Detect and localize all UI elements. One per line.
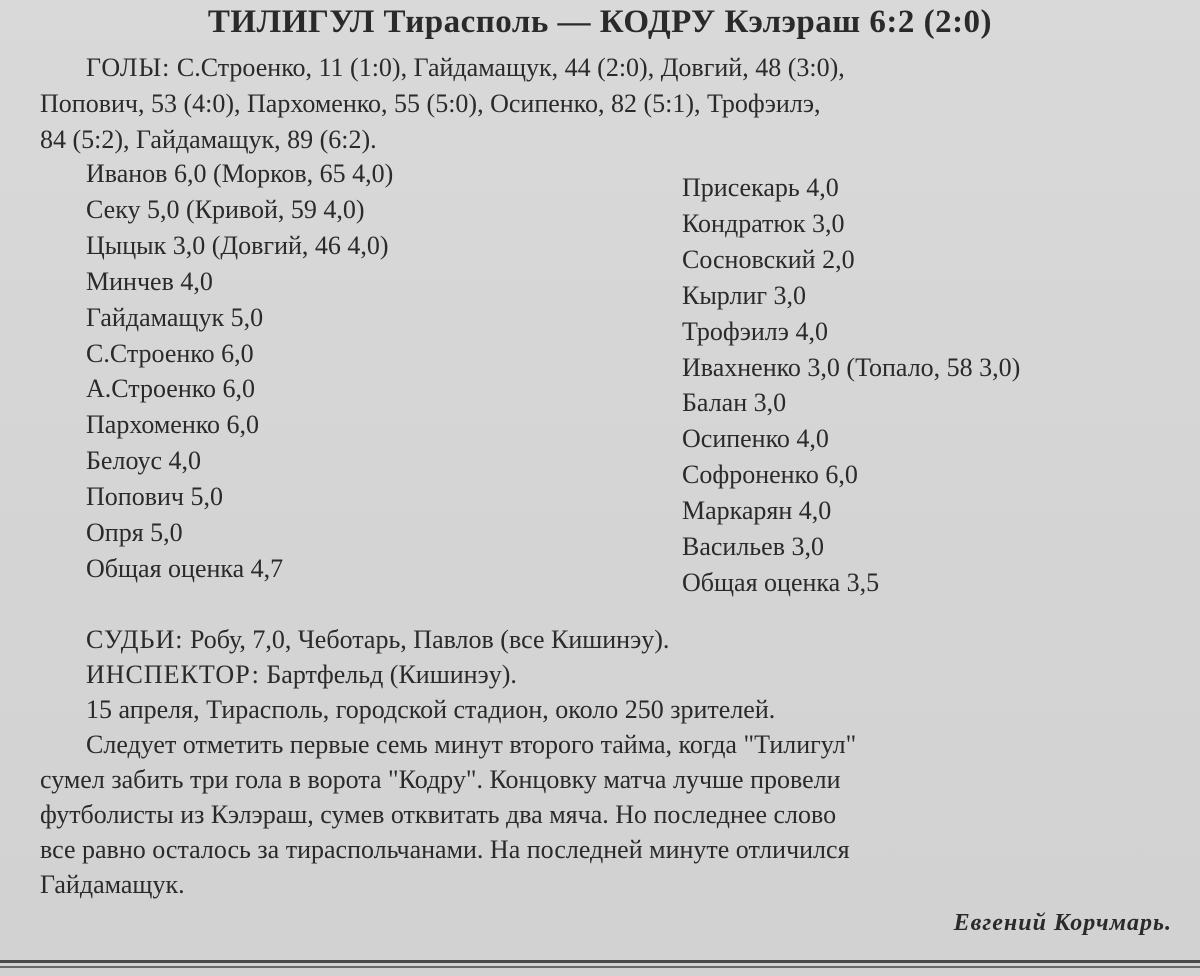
match-details bbox=[40, 622, 1190, 902]
bottom-rule bbox=[0, 960, 1200, 963]
away-player: Присекарь 4,0 bbox=[682, 173, 839, 202]
referees-line bbox=[40, 622, 1190, 657]
author-signature: Евгений Корчмарь. bbox=[953, 910, 1172, 936]
away-overall-rating: Общая оценка 3,5 bbox=[682, 567, 880, 597]
match-info: 15 апреля, Тирасполь, городской стадион, около 250 зрителей. bbox=[86, 695, 776, 724]
home-player: Минчев 4,0 bbox=[86, 266, 213, 296]
home-player: Попович 5,0 bbox=[86, 482, 223, 512]
summary-line-2: сумел забить три гола в ворота "Кодру". Концовку матча лучше провели bbox=[40, 765, 841, 794]
away-player: Балан 3,0 bbox=[682, 388, 787, 418]
goals-line-2: Попович, 53 (4:0), Пархоменко, 55 (5:0), Осипенко, 82 (5:1), Трофэилэ, bbox=[40, 89, 821, 118]
summary-line-1: Следует отметить первые семь минут второго тайма, когда "Тилигул" bbox=[86, 730, 857, 759]
home-player: А.Строенко 6,0 bbox=[86, 374, 256, 404]
goals-line-3: 84 (5:2), Гайдамащук, 89 (6:2). bbox=[40, 125, 377, 154]
away-player: Васильев 3,0 bbox=[682, 532, 824, 562]
goals-text-1: С.Строенко, 11 (1:0), Гайдамащук, 44 (2:0), Довгий, 48 (3:0), bbox=[176, 53, 845, 82]
home-player: Цыцык 3,0 (Довгий, 46 4,0) bbox=[86, 230, 389, 260]
away-player: Маркарян 4,0 bbox=[682, 496, 832, 526]
away-player: Трофэилэ 4,0 bbox=[682, 316, 828, 346]
goals-label: ГОЛЫ: bbox=[86, 53, 171, 82]
home-player: С.Строенко 6,0 bbox=[86, 338, 254, 368]
away-player: Кырлиг 3,0 bbox=[682, 280, 807, 310]
inspector-text: Бартфельд (Кишинэу). bbox=[266, 660, 517, 689]
summary-line-4: все равно осталось за тираспольчанами. На последней минуте отличился bbox=[40, 835, 850, 864]
home-player: Гайдамащук 5,0 bbox=[86, 302, 264, 332]
summary-line-3: футболисты из Кэлэраш, сумев отквитать два мяча. Но последнее слово bbox=[40, 800, 837, 829]
bottom-rule-secondary bbox=[0, 966, 1200, 968]
home-lineup bbox=[86, 156, 393, 587]
away-player: Софроненко 6,0 bbox=[682, 460, 858, 490]
away-player: Кондратюк 3,0 bbox=[682, 208, 845, 238]
home-player: Опря 5,0 bbox=[86, 518, 183, 548]
home-player: Иванов 6,0 (Морков, 65 4,0) bbox=[86, 159, 394, 188]
inspector-line bbox=[40, 657, 1190, 692]
inspector-label: ИНСПЕКТОР: bbox=[86, 660, 260, 689]
away-player: Сосновский 2,0 bbox=[682, 244, 855, 274]
referees-label: СУДЬИ: bbox=[86, 625, 184, 654]
away-player: Осипенко 4,0 bbox=[682, 424, 829, 454]
away-player: Ивахненко 3,0 (Топало, 58 3,0) bbox=[682, 352, 1021, 382]
away-lineup bbox=[682, 170, 1020, 601]
referees-text: Робу, 7,0, Чеботарь, Павлов (все Кишинэу). bbox=[189, 625, 670, 654]
match-title: ТИЛИГУЛ Тирасполь — КОДРУ Кэлэраш 6:2 (2:0) bbox=[207, 4, 993, 40]
home-player: Пархоменко 6,0 bbox=[86, 410, 260, 440]
summary-line-5: Гайдамащук. bbox=[40, 870, 185, 899]
home-player: Секу 5,0 (Кривой, 59 4,0) bbox=[86, 194, 365, 224]
home-overall-rating: Общая оценка 4,7 bbox=[86, 553, 284, 583]
home-player: Белоус 4,0 bbox=[86, 446, 201, 476]
